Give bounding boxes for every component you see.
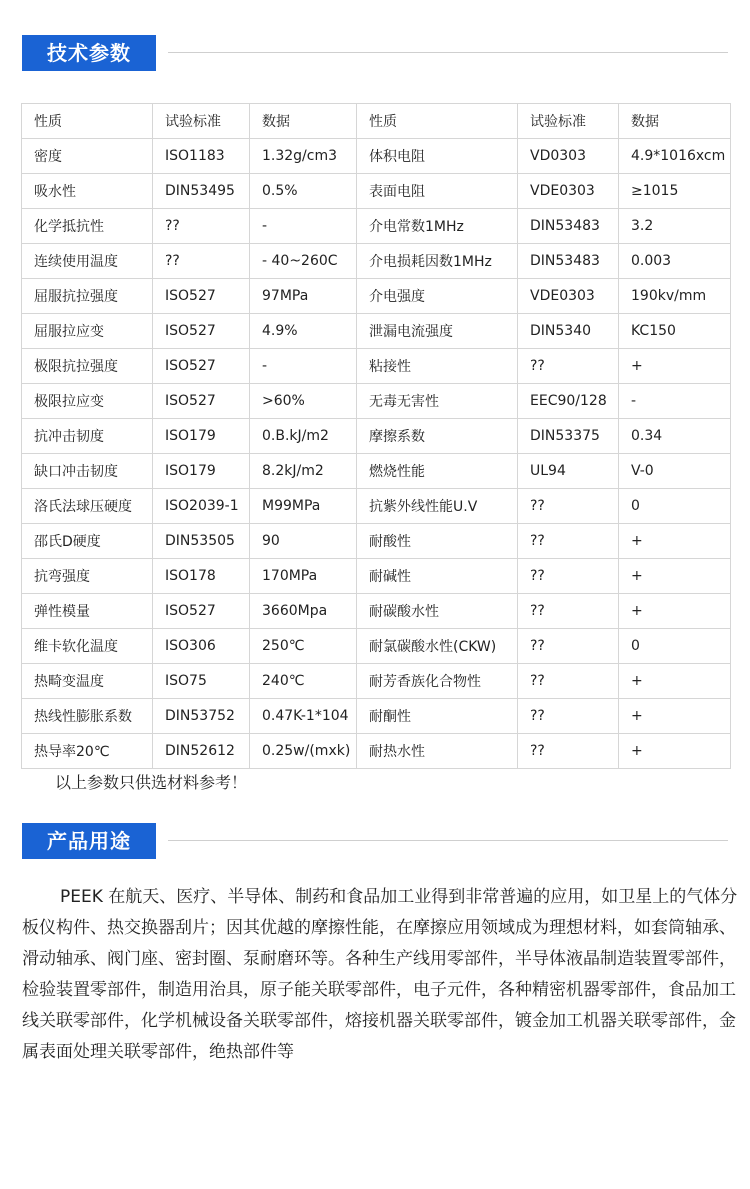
table-row bbox=[22, 314, 731, 349]
table-row bbox=[22, 279, 731, 314]
table-cell: 维卡软化温度 bbox=[22, 629, 153, 664]
usage-paragraph: PEEK 在航天、医疗、半导体、制药和食品加工业得到非常普遍的应用，如卫星上的气体分板仪构件、热交换器刮片；因其优越的摩擦性能，在摩擦应用领域成为理想材料，如套筒轴承、滑动轴承、阀门座、密封圈、泵耐磨环等。各种生产线用零部件，半导体液晶制造装置零部件，检验装置零部件，制造用治具，原子能关联零部件，电子元件，各种精密机器零部件，食品加工线关联零部件，化学机械设备关联零部件，熔接机器关联零部件，镀金加工机器关联零部件，金属表面处理关联零部件，绝热部件等 bbox=[22, 887, 738, 1062]
table-cell: 屈服抗拉强度 bbox=[22, 279, 153, 314]
table-cell: 0.25w/(mxk) bbox=[250, 734, 357, 769]
table-row bbox=[22, 559, 731, 594]
table-row bbox=[22, 139, 731, 174]
table-row bbox=[22, 699, 731, 734]
table-cell: 无毒无害性 bbox=[357, 384, 518, 419]
usage-section-header bbox=[0, 823, 750, 859]
table-cell: ISO178 bbox=[153, 559, 250, 594]
header-cell: 性质 bbox=[357, 104, 518, 139]
table-cell: - bbox=[619, 384, 731, 419]
table-cell: ISO75 bbox=[153, 664, 250, 699]
params-section-header bbox=[0, 35, 750, 71]
table-header-row bbox=[22, 104, 731, 139]
table-cell: 4.9*1016xcm bbox=[619, 139, 731, 174]
table-cell: 耐芳香族化合物性 bbox=[357, 664, 518, 699]
table-cell: V-0 bbox=[619, 454, 731, 489]
table-cell: 0.47K-1*104 bbox=[250, 699, 357, 734]
table-cell: 0.B.kJ/m2 bbox=[250, 419, 357, 454]
table-cell: ISO527 bbox=[153, 384, 250, 419]
table-cell: 1.32g/cm3 bbox=[250, 139, 357, 174]
table-row bbox=[22, 174, 731, 209]
table-cell: M99MPa bbox=[250, 489, 357, 524]
table-cell: + bbox=[619, 594, 731, 629]
table-cell: ?? bbox=[153, 209, 250, 244]
table-cell: 连续使用温度 bbox=[22, 244, 153, 279]
table-cell: 抗冲击韧度 bbox=[22, 419, 153, 454]
table-cell: 粘接性 bbox=[357, 349, 518, 384]
table-cell: DIN5340 bbox=[518, 314, 619, 349]
table-cell: 0 bbox=[619, 489, 731, 524]
table-cell: + bbox=[619, 664, 731, 699]
table-cell: 表面电阻 bbox=[357, 174, 518, 209]
table-cell: 弹性模量 bbox=[22, 594, 153, 629]
table-cell: 体积电阻 bbox=[357, 139, 518, 174]
table-cell: DIN53495 bbox=[153, 174, 250, 209]
table-cell: ISO527 bbox=[153, 279, 250, 314]
header-cell: 试验标准 bbox=[153, 104, 250, 139]
params-section-divider bbox=[168, 52, 728, 53]
table-cell: 热导率20℃ bbox=[22, 734, 153, 769]
params-table-body bbox=[22, 104, 731, 769]
table-cell: 抗弯强度 bbox=[22, 559, 153, 594]
table-cell: 介电强度 bbox=[357, 279, 518, 314]
table-cell: + bbox=[619, 699, 731, 734]
table-cell: 0.003 bbox=[619, 244, 731, 279]
table-cell: 洛氏法球压硬度 bbox=[22, 489, 153, 524]
table-cell: ?? bbox=[518, 699, 619, 734]
table-row bbox=[22, 384, 731, 419]
table-cell: 极限抗拉强度 bbox=[22, 349, 153, 384]
table-cell: - bbox=[250, 349, 357, 384]
table-cell: 4.9% bbox=[250, 314, 357, 349]
header-cell: 性质 bbox=[22, 104, 153, 139]
table-cell: - bbox=[250, 209, 357, 244]
table-cell: 250℃ bbox=[250, 629, 357, 664]
table-cell: DIN52612 bbox=[153, 734, 250, 769]
table-cell: 3.2 bbox=[619, 209, 731, 244]
table-cell: ISO179 bbox=[153, 419, 250, 454]
table-cell: 泄漏电流强度 bbox=[357, 314, 518, 349]
table-cell: 0 bbox=[619, 629, 731, 664]
table-row bbox=[22, 454, 731, 489]
header-cell: 数据 bbox=[619, 104, 731, 139]
table-cell: ?? bbox=[518, 559, 619, 594]
table-cell: 8.2kJ/m2 bbox=[250, 454, 357, 489]
table-cell: ISO527 bbox=[153, 314, 250, 349]
table-cell: UL94 bbox=[518, 454, 619, 489]
table-cell: + bbox=[619, 524, 731, 559]
table-cell: + bbox=[619, 349, 731, 384]
table-row bbox=[22, 524, 731, 559]
table-cell: ISO2039-1 bbox=[153, 489, 250, 524]
table-cell: 密度 bbox=[22, 139, 153, 174]
table-cell: ?? bbox=[518, 629, 619, 664]
table-row bbox=[22, 209, 731, 244]
table-cell: 耐酮性 bbox=[357, 699, 518, 734]
table-cell: VDE0303 bbox=[518, 174, 619, 209]
table-cell: + bbox=[619, 734, 731, 769]
table-cell: 屈服拉应变 bbox=[22, 314, 153, 349]
table-cell: ≥1015 bbox=[619, 174, 731, 209]
table-cell: 耐热水性 bbox=[357, 734, 518, 769]
table-cell: - 40~260C bbox=[250, 244, 357, 279]
table-cell: 热线性膨胀系数 bbox=[22, 699, 153, 734]
table-cell: KC150 bbox=[619, 314, 731, 349]
table-cell: ISO306 bbox=[153, 629, 250, 664]
table-cell: ?? bbox=[153, 244, 250, 279]
table-cell: 耐酸性 bbox=[357, 524, 518, 559]
table-cell: 耐碳酸水性 bbox=[357, 594, 518, 629]
table-cell: ?? bbox=[518, 734, 619, 769]
table-cell: ?? bbox=[518, 664, 619, 699]
table-row bbox=[22, 419, 731, 454]
table-cell: DIN53505 bbox=[153, 524, 250, 559]
table-cell: 耐碱性 bbox=[357, 559, 518, 594]
table-row bbox=[22, 489, 731, 524]
table-cell: 热畸变温度 bbox=[22, 664, 153, 699]
table-row bbox=[22, 629, 731, 664]
table-cell: 摩擦系数 bbox=[357, 419, 518, 454]
table-cell: DIN53483 bbox=[518, 244, 619, 279]
table-cell: ?? bbox=[518, 594, 619, 629]
table-cell: VD0303 bbox=[518, 139, 619, 174]
table-cell: 240℃ bbox=[250, 664, 357, 699]
table-cell: 190kv/mm bbox=[619, 279, 731, 314]
table-row bbox=[22, 349, 731, 384]
table-cell: 170MPa bbox=[250, 559, 357, 594]
table-cell: 燃烧性能 bbox=[357, 454, 518, 489]
table-cell: 极限拉应变 bbox=[22, 384, 153, 419]
usage-section-title: 产品用途 bbox=[22, 823, 156, 859]
table-cell: 3660Mpa bbox=[250, 594, 357, 629]
table-cell: ISO1183 bbox=[153, 139, 250, 174]
table-cell: 化学抵抗性 bbox=[22, 209, 153, 244]
table-cell: ?? bbox=[518, 349, 619, 384]
table-cell: 缺口冲击韧度 bbox=[22, 454, 153, 489]
table-cell: 吸水性 bbox=[22, 174, 153, 209]
table-cell: ISO179 bbox=[153, 454, 250, 489]
table-row bbox=[22, 594, 731, 629]
params-table bbox=[21, 103, 731, 769]
table-cell: DIN53375 bbox=[518, 419, 619, 454]
table-cell: 介电常数1MHz bbox=[357, 209, 518, 244]
table-cell: EEC90/128 bbox=[518, 384, 619, 419]
usage-section-divider bbox=[168, 840, 728, 841]
table-cell: 邵氏D硬度 bbox=[22, 524, 153, 559]
params-note: 以上参数只供选材料参考！ bbox=[55, 773, 248, 792]
table-cell: ISO527 bbox=[153, 349, 250, 384]
table-row bbox=[22, 734, 731, 769]
table-cell: 介电损耗因数1MHz bbox=[357, 244, 518, 279]
table-cell: ISO527 bbox=[153, 594, 250, 629]
table-cell: + bbox=[619, 559, 731, 594]
table-row bbox=[22, 244, 731, 279]
table-cell: 抗紫外线性能U.V bbox=[357, 489, 518, 524]
header-cell: 数据 bbox=[250, 104, 357, 139]
params-section-title: 技术参数 bbox=[22, 35, 156, 71]
table-cell: >60% bbox=[250, 384, 357, 419]
table-cell: ?? bbox=[518, 524, 619, 559]
table-cell: DIN53483 bbox=[518, 209, 619, 244]
table-cell: 0.34 bbox=[619, 419, 731, 454]
table-cell: 耐氯碳酸水性(CKW) bbox=[357, 629, 518, 664]
table-cell: 90 bbox=[250, 524, 357, 559]
table-row bbox=[22, 664, 731, 699]
table-cell: 0.5% bbox=[250, 174, 357, 209]
table-cell: DIN53752 bbox=[153, 699, 250, 734]
table-cell: 97MPa bbox=[250, 279, 357, 314]
header-cell: 试验标准 bbox=[518, 104, 619, 139]
table-cell: ?? bbox=[518, 489, 619, 524]
table-cell: VDE0303 bbox=[518, 279, 619, 314]
